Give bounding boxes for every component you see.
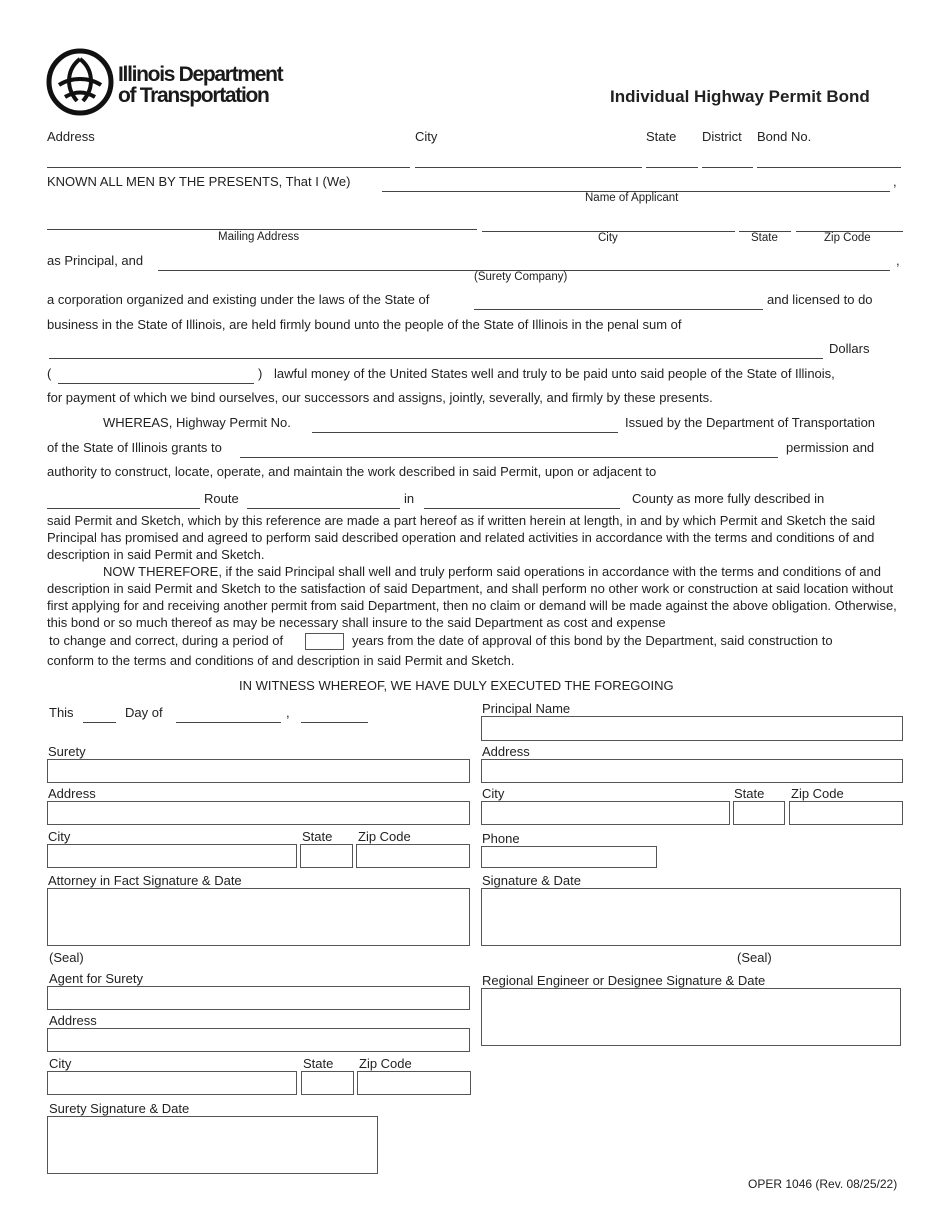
principal-zip-field[interactable] xyxy=(789,801,903,825)
city-label: City xyxy=(415,129,438,144)
permit-no-line[interactable] xyxy=(312,432,618,433)
principal-comma: , xyxy=(896,253,900,268)
principal-text: as Principal, and xyxy=(47,253,144,268)
county-line[interactable] xyxy=(424,508,620,509)
surety-zip-field[interactable] xyxy=(356,844,470,868)
permission-text: permission and xyxy=(786,440,875,455)
district-label: District xyxy=(702,129,742,144)
agent-zip-label: Zip Code xyxy=(359,1056,412,1071)
day-line[interactable] xyxy=(83,722,116,723)
principal-address-field[interactable] xyxy=(481,759,903,783)
permit-paragraph: said Permit and Sketch, which by this reference are made a part hereof as if written herein at length, in and by which Permit and Sketch the said Principal has promised and agreed to perform said described operation and related activities in accordance with the terms and conditions of and description in said Permit and Sketch. xyxy=(47,513,876,562)
principal-city-field[interactable] xyxy=(481,801,730,825)
principal-name-label: Principal Name xyxy=(482,701,571,716)
agent-address-field[interactable] xyxy=(47,1028,470,1052)
years-input[interactable] xyxy=(305,633,344,650)
address-label: Address xyxy=(47,129,95,144)
surety-signature-label: Surety Signature & Date xyxy=(49,1101,190,1116)
in-label: in xyxy=(404,491,415,506)
county-text: County as more fully described in xyxy=(632,491,825,506)
open-paren: ( xyxy=(47,366,52,381)
year-line[interactable] xyxy=(301,722,368,723)
day-of-label: Day of xyxy=(125,705,163,720)
bond-no-label: Bond No. xyxy=(757,129,812,144)
applicant-comma: , xyxy=(893,174,897,189)
bond-no-line[interactable] xyxy=(757,167,901,168)
agent-city-field[interactable] xyxy=(47,1071,297,1095)
state-label: State xyxy=(646,129,677,144)
mailing-address-line[interactable] xyxy=(47,229,477,230)
regional-engineer-signature-field[interactable] xyxy=(481,988,901,1046)
agency-name: Illinois Department of Transportation xyxy=(118,63,283,107)
penal-sum-words-line[interactable] xyxy=(49,358,823,359)
regional-engineer-label: Regional Engineer or Designee Signature & Date xyxy=(482,973,766,988)
phone-label: Phone xyxy=(482,831,520,846)
surety-field[interactable] xyxy=(47,759,470,783)
agent-state-label: State xyxy=(303,1056,334,1071)
address-line[interactable] xyxy=(47,167,410,168)
principal-signature-label: Signature & Date xyxy=(482,873,582,888)
city-line[interactable] xyxy=(415,167,642,168)
whereas-text: WHEREAS, Highway Permit No. xyxy=(103,415,291,430)
agent-zip-field[interactable] xyxy=(357,1071,471,1095)
idot-logo-icon xyxy=(45,47,115,117)
principal-city-label: City xyxy=(482,786,505,801)
period-text-before: to change and correct, during a period of xyxy=(49,633,284,648)
grantee-line[interactable] xyxy=(240,457,778,458)
state-line[interactable] xyxy=(646,167,698,168)
now-therefore-paragraph: NOW THEREFORE, if the said Principal shall well and truly perform said operations in accordance with the terms and conditions of and description in said Permit and Sketch to the satisfaction of said Department, and shall perform no other work or construction at said location without first applying for and receiving another permit from said Department, then no claim or demand will be made against the above obligation. Otherwise, this bond or so much thereof as may be necessary shall insure to the said Department as cost and expense xyxy=(47,564,897,630)
surety-company-label: (Surety Company) xyxy=(474,271,568,283)
close-paren: ) xyxy=(258,366,263,381)
agent-address-label: Address xyxy=(49,1013,97,1028)
conform-text: conform to the terms and conditions of and description in said Permit and Sketch. xyxy=(47,653,515,668)
principal-address-label: Address xyxy=(482,744,530,759)
principal-name-field[interactable] xyxy=(481,716,903,741)
surety-state-label: State xyxy=(302,829,333,844)
surety-state-field[interactable] xyxy=(300,844,353,868)
known-text: KNOWN ALL MEN BY THE PRESENTS, That I (We) xyxy=(47,174,351,189)
mailing-city-label: City xyxy=(598,232,618,244)
surety-signature-field[interactable] xyxy=(47,1116,378,1174)
route-label: Route xyxy=(204,491,239,506)
form-number: OPER 1046 (Rev. 08/25/22) xyxy=(748,1177,898,1191)
surety-seal-label: (Seal) xyxy=(49,950,84,965)
period-text-after: years from the date of approval of this bond by the Department, said construction to xyxy=(352,633,833,648)
business-text: business in the State of Illinois, are held firmly bound unto the people of the State of Illinois in the penal sum of xyxy=(47,317,682,332)
grants-text: of the State of Illinois grants to xyxy=(47,440,222,455)
surety-address-label: Address xyxy=(48,786,96,801)
lawful-text: lawful money of the United States well and truly to be paid unto said people of the State of Illinois, xyxy=(274,366,835,381)
agent-field[interactable] xyxy=(47,986,470,1010)
corporation-text: a corporation organized and existing under the laws of the State of xyxy=(47,292,430,307)
mailing-state-label: State xyxy=(751,232,778,244)
phone-field[interactable] xyxy=(481,846,657,868)
corporation-state-line[interactable] xyxy=(474,309,763,310)
agent-city-label: City xyxy=(49,1056,72,1071)
agent-state-field[interactable] xyxy=(301,1071,354,1095)
applicant-label: Name of Applicant xyxy=(585,192,679,204)
surety-city-field[interactable] xyxy=(47,844,297,868)
principal-seal-label: (Seal) xyxy=(737,950,772,965)
surety-address-field[interactable] xyxy=(47,801,470,825)
principal-state-field[interactable] xyxy=(733,801,785,825)
route-prefix-line[interactable] xyxy=(47,508,200,509)
principal-signature-field[interactable] xyxy=(481,888,901,946)
route-line[interactable] xyxy=(247,508,400,509)
date-comma: , xyxy=(286,705,290,720)
surety-label: Surety xyxy=(48,744,86,759)
surety-city-label: City xyxy=(48,829,71,844)
penal-sum-amount-line[interactable] xyxy=(58,383,254,384)
witness-heading: IN WITNESS WHEREOF, WE HAVE DULY EXECUTED THE FOREGOING xyxy=(239,678,674,693)
principal-state-label: State xyxy=(734,786,765,801)
form-title: Individual Highway Permit Bond xyxy=(610,87,870,106)
authority-text: authority to construct, locate, operate, and maintain the work described in said Permit, upon or adjacent to xyxy=(47,464,657,479)
this-label: This xyxy=(49,705,74,720)
agent-label: Agent for Surety xyxy=(49,971,143,986)
mailing-zip-label: Zip Code xyxy=(824,232,871,244)
issued-text: Issued by the Department of Transportation xyxy=(625,415,876,430)
payment-text: for payment of which we bind ourselves, our successors and assigns, jointly, severally, and firmly by these presents. xyxy=(47,390,713,405)
surety-zip-label: Zip Code xyxy=(358,829,411,844)
attorney-signature-field[interactable] xyxy=(47,888,470,946)
principal-zip-label: Zip Code xyxy=(791,786,844,801)
dollars-text: Dollars xyxy=(829,341,870,356)
mailing-address-label: Mailing Address xyxy=(218,231,300,243)
month-line[interactable] xyxy=(176,722,281,723)
attorney-label: Attorney in Fact Signature & Date xyxy=(48,873,242,888)
district-line[interactable] xyxy=(702,167,753,168)
licensed-text: and licensed to do xyxy=(767,292,873,307)
